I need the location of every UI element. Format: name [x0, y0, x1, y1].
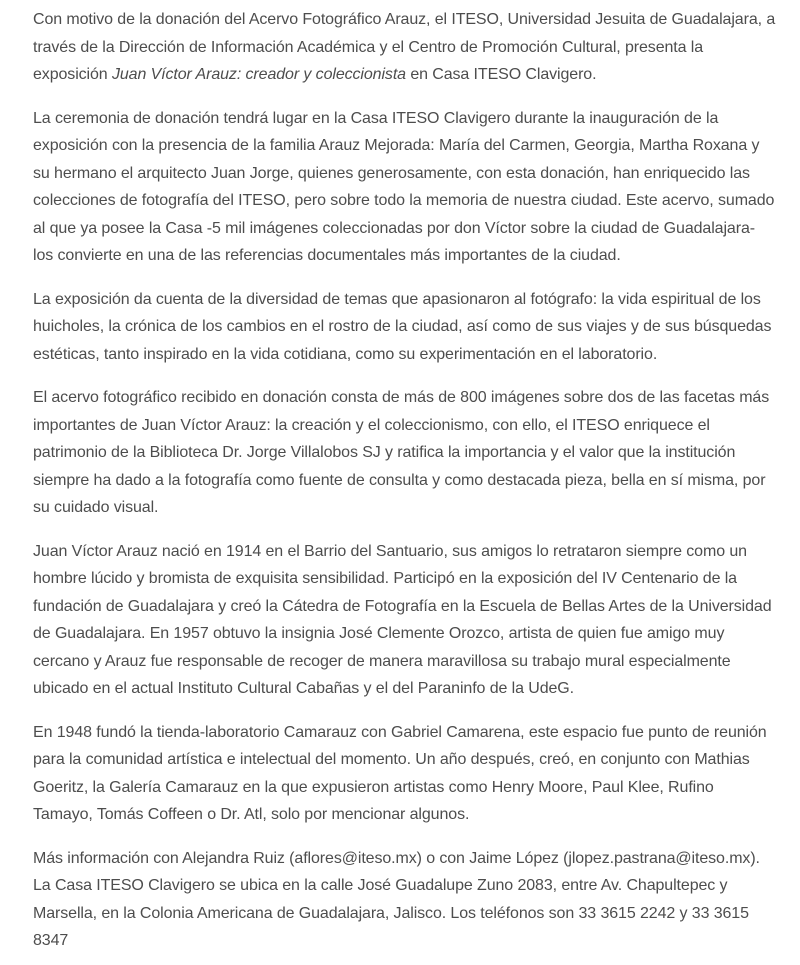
paragraph-camarauz: En 1948 fundó la tienda-laboratorio Camarauz con Gabriel Camarena, este espacio fue punto de reunión para la comunidad artística e intelectual del momento. Un año después, creó, en conjunto con Mathias Goeritz, la Galería Camarauz en la que expusieron artistas como Henry Moore, Paul Klee, Rufino Tamayo, Tomás Coffeen o Dr. Atl, solo por mencionar algunos.: [33, 723, 767, 823]
exhibition-title: Juan Víctor Arauz: creador y coleccionista: [111, 66, 406, 83]
intro-text-after: en Casa ITESO Clavigero.: [405, 66, 597, 83]
intro-text-before: Con motivo de la donación del Acervo Fotográfico Arauz, el ITESO, Universidad Jesuita de Guadalajara, a través de la Dirección de Información Académica y el Centro de Promoción Cultural, presenta la exposición: [33, 11, 776, 83]
paragraph-intro: [33, 6, 776, 89]
paragraph-biography: Juan Víctor Arauz nació en 1914 en el Barrio del Santuario, sus amigos lo retrataron siempre como un hombre lúcido y bromista de exquisita sensibilidad. Participó en la exposición del IV Centenario de la fundación de Guadalajara y creó la Cátedra de Fotografía en la Escuela de Bellas Artes de la Universidad de Guadalajara. En 1957 obtuvo la insignia José Clemente Orozco, artista de quien fue amigo muy cercano y Arauz fue responsable de recoger de manera maravillosa su trabajo mural especialmente ubicado en el actual Instituto Cultural Cabañas y el del Paraninfo de la UdeG.: [33, 542, 772, 697]
paragraph-exhibition-themes: La exposición da cuenta de la diversidad de temas que apasionaron al fotógrafo: la vida espiritual de los huicholes, la crónica de los cambios en el rostro de la ciudad, así como de sus viajes y de sus búsquedas estéticas, tanto inspirado en la vida cotidiana, como su experimentación en el laboratorio.: [33, 290, 772, 363]
paragraph-archive-contents: El acervo fotográfico recibido en donación consta de más de 800 imágenes sobre dos de las facetas más importantes de Juan Víctor Arauz: la creación y el coleccionismo, con ello, el ITESO enriquece el patrimonio de la Biblioteca Dr. Jorge Villalobos SJ y ratifica la importancia y el valor que la institución siempre ha dado a la fotografía como fuente de consulta y como destacada pieza, bella en sí misma, por su cuidado visual.: [33, 389, 770, 516]
paragraph-ceremony: La ceremonia de donación tendrá lugar en la Casa ITESO Clavigero durante la inauguración de la exposición con la presencia de la familia Arauz Mejorada: María del Carmen, Georgia, Martha Roxana y su hermano el arquitecto Juan Jorge, quienes generosamente, con esta donación, han enriquecido las colecciones de fotografía del ITESO, pero sobre todo la memoria de nuestra ciudad. Este acervo, sumado al que ya posee la Casa -5 mil imágenes coleccionadas por don Víctor sobre la ciudad de Guadalajara- los convierte en una de las referencias documentales más importantes de la ciudad.: [33, 109, 775, 264]
paragraph-contact-info: Más información con Alejandra Ruiz (aflores@iteso.mx) o con Jaime López (jlopez.pastrana@iteso.mx). La Casa ITESO Clavigero se ubica en la calle José Guadalupe Zuno 2083, entre Av. Chapultepec y Marsella, en la Colonia Americana de Guadalajara, Jalisco. Los teléfonos son 33 3615 2242 y 33 3615 8347: [33, 849, 760, 949]
